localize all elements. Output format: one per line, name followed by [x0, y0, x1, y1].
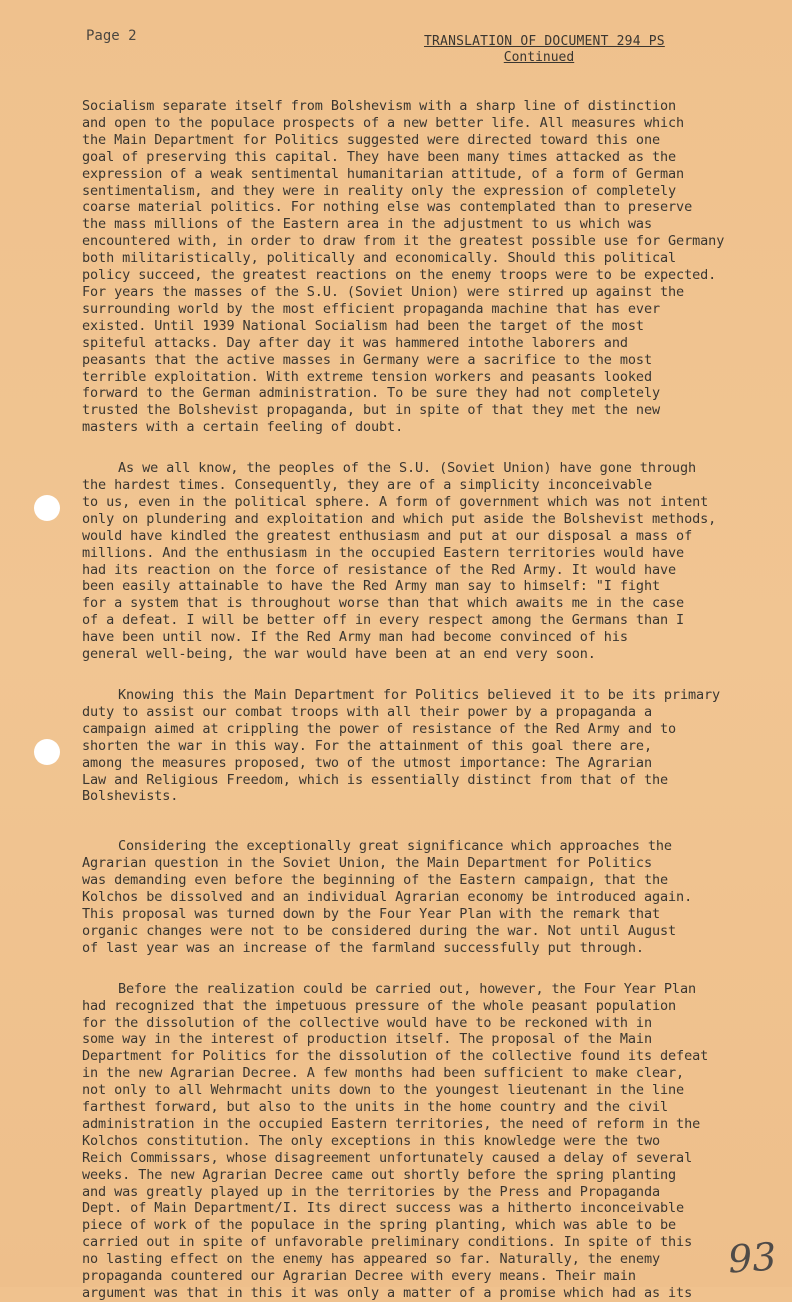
text-line: Law and Religious Freedom, which is essentially distinct from that of the	[82, 771, 669, 788]
text-line: Knowing this the Main Department for Politics believed it to be its primary	[118, 687, 721, 703]
text-line: administration in the occupied Eastern territories, the need of reform in the	[82, 1115, 701, 1132]
text-line: Bolshevists.	[82, 788, 179, 805]
title-line-1: TRANSLATION OF DOCUMENT 294 PS	[424, 34, 665, 49]
text-line: policy succeed, the greatest reactions on the enemy troops were to be expected.	[82, 267, 717, 284]
body-text	[82, 98, 746, 1302]
text-line: no lasting effect on the enemy has appeared so far. Naturally, the enemy	[82, 1251, 660, 1268]
text-line: Before the realization could be carried out, however, the Four Year Plan	[118, 980, 696, 997]
text-line: carried out in spite of unfavorable preliminary conditions. In spite of this	[82, 1234, 693, 1251]
text-line: terrible exploitation. With extreme tension workers and peasants looked	[82, 368, 652, 385]
text-line: millions. And the enthusiasm in the occupied Eastern territories would have	[82, 544, 685, 561]
text-line: Considering the exceptionally great significance which approaches the	[118, 838, 672, 855]
paragraph-3	[82, 687, 746, 805]
text-line: expression of a weak sentimental humanitarian attitude, of a form of German	[82, 165, 685, 182]
text-line: not only to all Wehrmacht units down to the youngest lieutenant in the line	[82, 1082, 685, 1099]
text-line: been easily attainable to have the Red Army man say to himself: "I fight	[82, 578, 660, 595]
text-line: Reich Commissars, whose disagreement unfortunately caused a delay of several	[82, 1149, 693, 1166]
text-line: encountered with, in order to draw from it the greatest possible use for Germany	[82, 233, 725, 250]
text-line: This proposal was turned down by the Four Year Plan with the remark that	[82, 905, 660, 922]
text-line: have been until now. If the Red Army man had become convinced of his	[82, 629, 628, 646]
text-line: Dept. of Main Department/I. Its direct success was a hitherto inconceivable	[82, 1200, 685, 1217]
text-line: the mass millions of the Eastern area in the adjustment to us which was	[82, 216, 652, 233]
text-line: organic changes were not to be considered during the war. Not until August	[82, 922, 677, 939]
text-line: Socialism separate itself from Bolshevism with a sharp line of distinction	[82, 98, 677, 114]
text-line: Department for Politics for the dissolution of the collective found its defeat	[82, 1048, 709, 1065]
title-line-2: Continued	[503, 50, 575, 65]
punch-hole-top	[34, 495, 60, 521]
text-line: weeks. The new Agrarian Decree came out shortly before the spring planting	[82, 1166, 677, 1183]
text-line: and open to the populace prospects of a new better life. All measures which	[82, 114, 685, 131]
text-line: sentimentalism, and they were in reality only the expression of completely	[82, 182, 677, 199]
text-line: As we all know, the peoples of the S.U. (Soviet Union) have gone through	[118, 460, 696, 477]
text-line: piece of work of the populace in the spring planting, which was able to be	[82, 1217, 677, 1234]
text-line: shorten the war in this way. For the attainment of this goal there are,	[82, 737, 652, 754]
text-line: surrounding world by the most efficient propaganda machine that has ever	[82, 300, 660, 317]
text-line: goal of preserving this capital. They have been many times attacked as the	[82, 148, 677, 165]
text-line: propaganda countered our Agrarian Decree with every means. Their main	[82, 1268, 636, 1285]
text-line: had its reaction on the force of resistance of the Red Army. It would have	[82, 561, 677, 578]
paragraph-5	[82, 981, 746, 1302]
text-line: Agrarian question in the Soviet Union, the Main Department for Politics	[82, 855, 652, 872]
text-line: general well-being, the war would have been at an end very soon.	[82, 646, 596, 663]
text-line: some way in the interest of production itself. The proposal of the Main	[82, 1031, 652, 1048]
text-line: duty to assist our combat troops with all their power by a propaganda a	[82, 703, 652, 720]
text-line: existed. Until 1939 National Socialism had been the target of the most	[82, 317, 644, 334]
text-line: campaign aimed at crippling the power of resistance of the Red Army and to	[82, 720, 677, 737]
paragraph-4	[82, 838, 746, 956]
text-line: argument was that in this it was only a matter of a promise which had as its	[82, 1285, 693, 1301]
text-line: spiteful attacks. Day after day it was hammered intothe laborers and	[82, 334, 628, 351]
text-line: of last year was an increase of the farmland successfully put through.	[82, 939, 644, 956]
text-line: only on plundering and exploitation and which put aside the Bolshevist methods,	[82, 510, 717, 527]
text-line: of a defeat. I will be better off in every respect among the Germans than I	[82, 612, 685, 629]
text-line: peasants that the active masses in Germany were a sacrifice to the most	[82, 351, 652, 368]
page-number: Page 2	[86, 28, 137, 44]
text-line: would have kindled the greatest enthusiasm and put at our disposal a mass of	[82, 527, 693, 544]
text-line: and was greatly played up in the territories by the Press and Propaganda	[82, 1183, 660, 1200]
text-line: for the dissolution of the collective would have to be reckoned with in	[82, 1014, 652, 1031]
text-line: forward to the German administration. To be sure they had not completely	[82, 385, 660, 402]
handwritten-page-number: 93	[726, 1234, 778, 1282]
punch-hole-bottom	[34, 739, 60, 765]
text-line: both militaristically, politically and economically. Should this political	[82, 250, 677, 267]
text-line: was demanding even before the beginning of the Eastern campaign, that the	[82, 872, 669, 889]
text-line: the Main Department for Politics suggested were directed toward this one	[82, 131, 660, 148]
text-line: farthest forward, but also to the units in the home country and the civil	[82, 1099, 669, 1116]
text-line: masters with a certain feeling of doubt.	[82, 419, 404, 436]
text-line: trusted the Bolshevist propaganda, but in spite of that they met the new	[82, 402, 660, 419]
text-line: for a system that is throughout worse than that which awaits me in the case	[82, 595, 685, 612]
text-line: in the new Agrarian Decree. A few months had been sufficient to make clear,	[82, 1065, 685, 1082]
paragraph-2	[82, 460, 746, 663]
paragraph-1	[82, 98, 746, 436]
document-title	[424, 34, 674, 65]
text-line: to us, even in the political sphere. A form of government which was not intent	[82, 493, 709, 510]
text-line: the hardest times. Consequently, they are of a simplicity inconceivable	[82, 477, 652, 494]
text-line: Kolchos constitution. The only exceptions in this knowledge were the two	[82, 1132, 660, 1149]
text-line: coarse material politics. For nothing else was contemplated than to preserve	[82, 199, 693, 216]
text-line: Kolchos be dissolved and an individual Agrarian economy be introduced again.	[82, 889, 693, 906]
text-line: among the measures proposed, two of the utmost importance: The Agrarian	[82, 754, 652, 771]
text-line: had recognized that the impetuous pressure of the whole peasant population	[82, 997, 677, 1014]
text-line: For years the masses of the S.U. (Soviet Union) were stirred up against the	[82, 283, 685, 300]
